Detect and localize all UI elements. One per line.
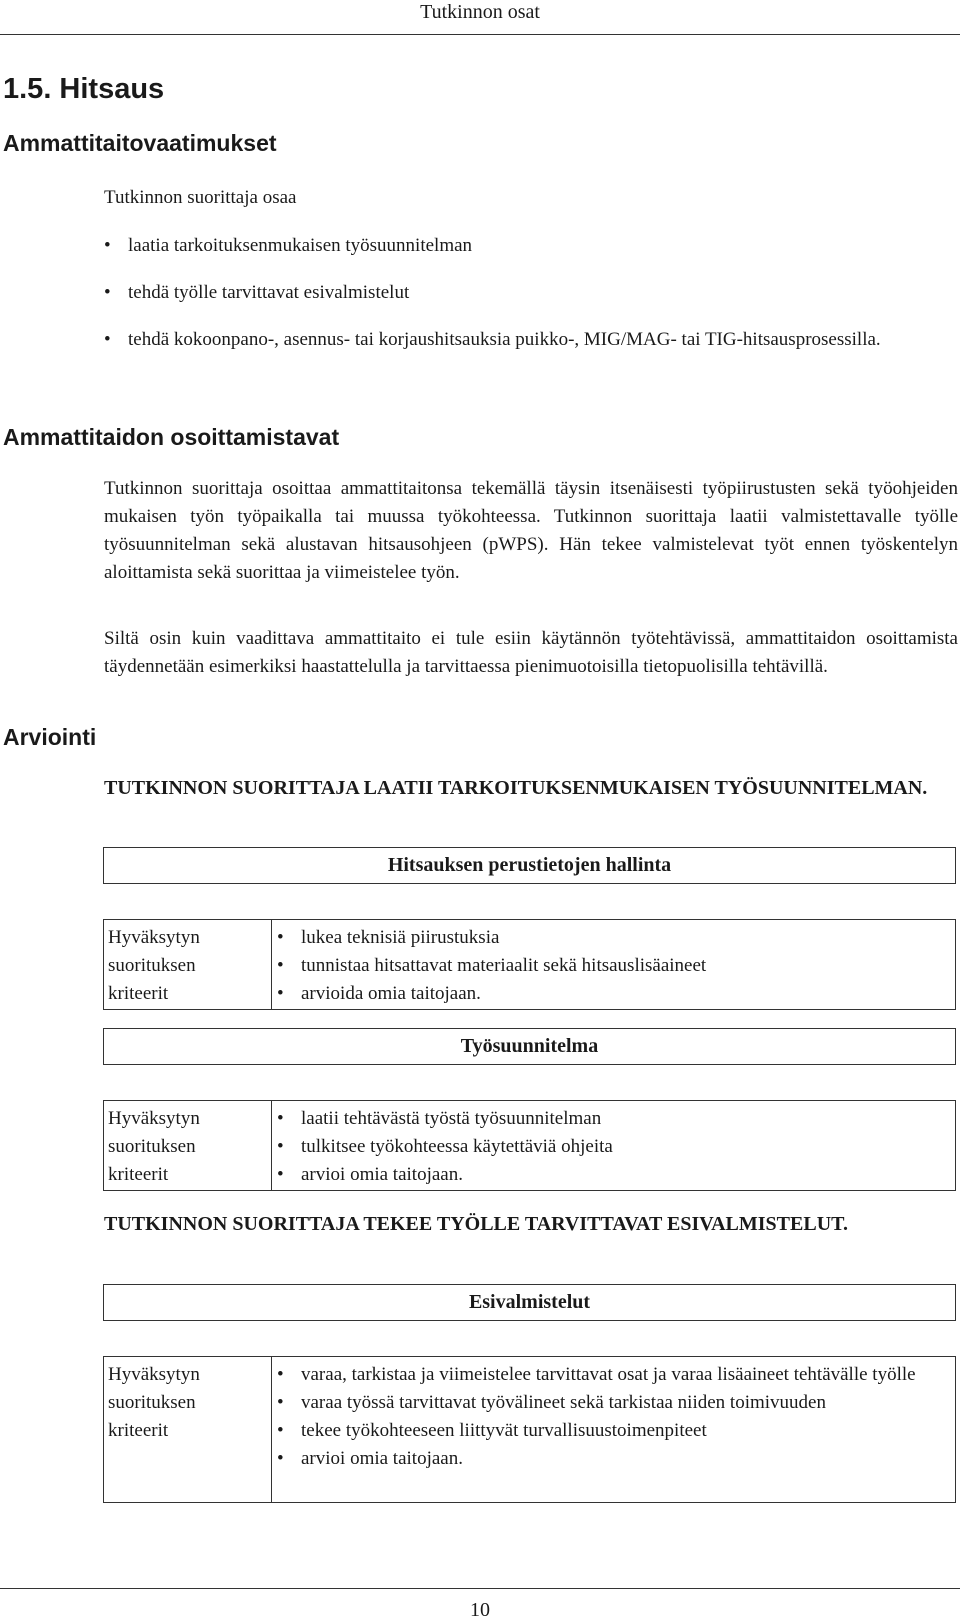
bullet-icon: • — [277, 1448, 284, 1469]
bullet-icon: • — [104, 329, 111, 350]
criteria-item: • tunnistaa hitsattavat materiaalit sekä hitsauslisäaineet — [274, 952, 954, 980]
demonstration-heading: Ammattitaidon osoittamistavat — [3, 424, 340, 450]
criteria-item: • arvioi omia taitojaan. — [274, 1161, 954, 1189]
criteria-list — [274, 1361, 954, 1473]
criteria-row — [103, 1356, 956, 1503]
requirements-intro: Tutkinnon suorittaja osaa — [104, 187, 297, 208]
criteria-item: • arvioi omia taitojaan. — [274, 1445, 954, 1473]
criteria-list — [274, 1105, 954, 1189]
criteria-item: • laatii tehtävästä työstä työsuunnitelman — [274, 1105, 954, 1133]
criteria-box-title — [103, 1284, 956, 1321]
bullet-icon: • — [104, 235, 111, 256]
bullet-icon: • — [277, 955, 284, 976]
criteria-box-title — [103, 847, 956, 884]
bullet-icon: • — [277, 1420, 284, 1441]
criteria-row — [103, 919, 956, 1010]
requirement-text: tehdä työlle tarvittavat esivalmistelut — [128, 282, 410, 303]
criteria-row — [103, 1100, 956, 1191]
section-title: 1.5. Hitsaus — [3, 73, 165, 105]
criteria-box-title-text: Työsuunnitelma — [460, 1035, 599, 1057]
running-header: Tutkinnon osat — [420, 1, 540, 23]
criteria-item: • varaa työssä tarvittavat työvälineet sekä tarkistaa niiden toimivuuden — [274, 1389, 954, 1417]
criteria-item: • tekee työkohteeseen liittyvät turvallisuustoimenpiteet — [274, 1417, 954, 1445]
column-divider — [271, 920, 272, 1009]
bullet-icon: • — [277, 927, 284, 948]
bullet-icon: • — [277, 1364, 284, 1385]
bullet-icon: • — [104, 282, 111, 303]
criteria-label: Hyväksytyn suorituksen kriteerit — [108, 927, 200, 1004]
bullet-icon: • — [277, 1108, 284, 1129]
assessment-group-heading: TUTKINNON SUORITTAJA TEKEE TYÖLLE TARVITTAVAT ESIVALMISTELUT. — [104, 1213, 848, 1235]
page-number: 10 — [470, 1599, 490, 1621]
criteria-label: Hyväksytyn suorituksen kriteerit — [108, 1364, 200, 1441]
bullet-icon: • — [277, 1392, 284, 1413]
demonstration-paragraph-2: Siltä osin kuin vaadittava ammattitaito ei tule esiin käytännön työtehtävissä, ammattitaidon osoittamista täydennetään esimerkiksi haastattelulla ja tarvittaessa pienimuotoisilla tietopuolisilla tehtävillä. — [104, 628, 958, 677]
demonstration-paragraph-1: Tutkinnon suorittaja osoittaa ammattitaitonsa tekemällä täysin itsenäisesti työpiirustusten sekä työohjeiden mukaisen työn työpaikalla tai muussa työkohteessa. Tutkinnon suorittaja laatii valmistettavalle työlle työsuunnitelman sekä alustavan hitsausohjeen (pWPS). Hän tekee valmistelevat työt ennen työskentelyn aloittamista sekä suorittaa ja viimeistelee työn. — [104, 478, 958, 583]
requirement-text: tehdä kokoonpano-, asennus- tai korjaushitsauksia puikko-, MIG/MAG- tai TIG-hitsausprosessilla. — [128, 329, 881, 350]
requirements-heading: Ammattitaitovaatimukset — [3, 130, 277, 156]
bullet-icon: • — [277, 983, 284, 1004]
assessment-group-heading: TUTKINNON SUORITTAJA LAATII TARKOITUKSENMUKAISEN TYÖSUUNNITELMAN. — [104, 777, 928, 799]
bullet-icon: • — [277, 1164, 284, 1185]
bullet-icon: • — [277, 1136, 284, 1157]
assessment-heading: Arviointi — [3, 724, 97, 750]
criteria-list — [274, 924, 954, 1008]
criteria-box-title-text: Hitsauksen perustietojen hallinta — [387, 854, 672, 876]
criteria-item: • lukea teknisiä piirustuksia — [274, 924, 954, 952]
header-rule — [0, 34, 960, 35]
criteria-item: • varaa, tarkistaa ja viimeistelee tarvittavat osat ja varaa lisäaineet tehtävälle työlle — [274, 1361, 954, 1389]
criteria-box-title-text: Esivalmistelut — [468, 1291, 591, 1313]
criteria-box-title — [103, 1028, 956, 1065]
requirement-text: laatia tarkoituksenmukaisen työsuunnitelman — [128, 235, 473, 256]
criteria-item: • arvioida omia taitojaan. — [274, 980, 954, 1008]
criteria-label: Hyväksytyn suorituksen kriteerit — [108, 1108, 200, 1185]
column-divider — [271, 1357, 272, 1502]
footer-rule — [0, 1588, 960, 1589]
column-divider — [271, 1101, 272, 1190]
criteria-item: • tulkitsee työkohteessa käytettäviä ohjeita — [274, 1133, 954, 1161]
